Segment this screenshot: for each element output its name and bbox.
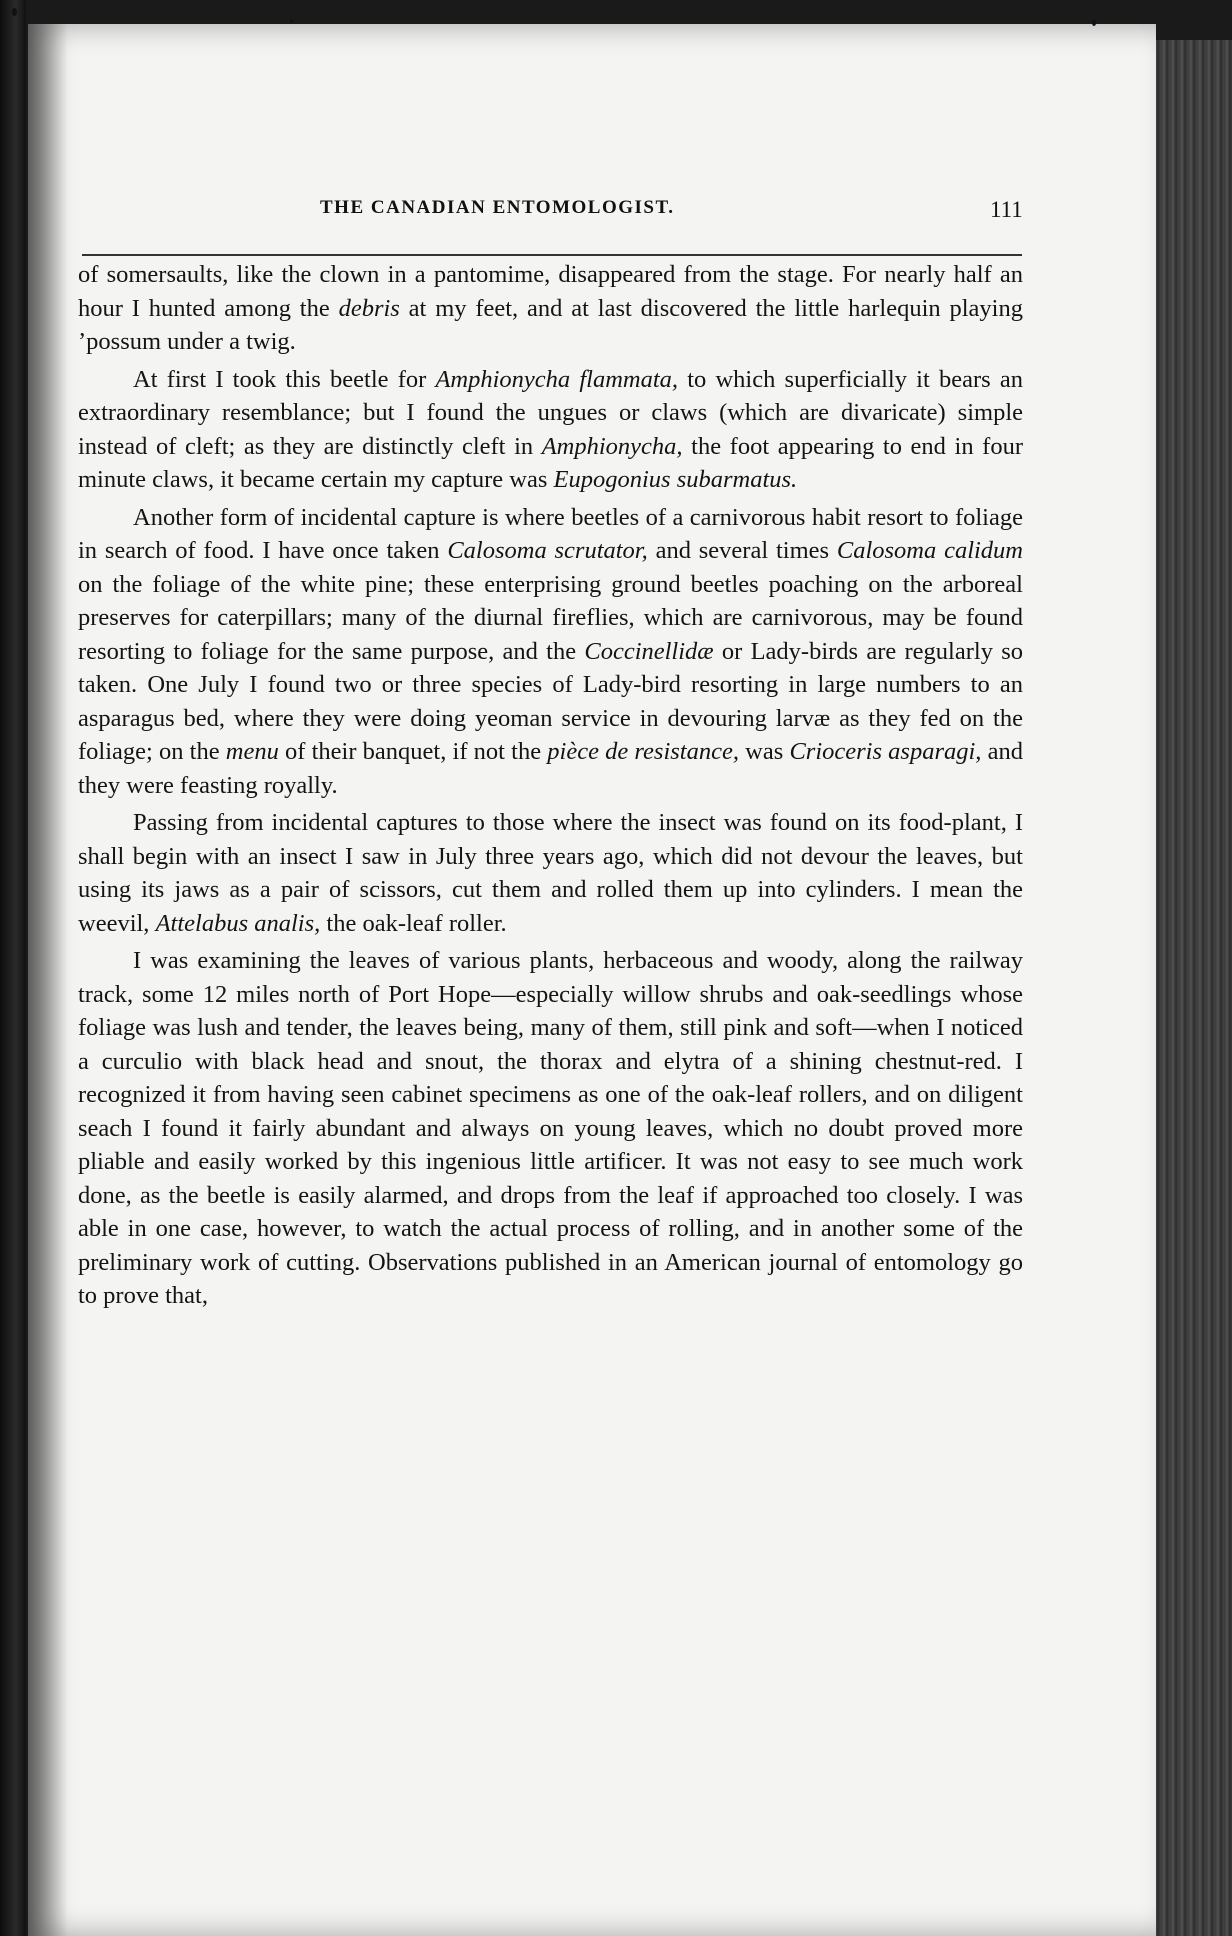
film-speck [12,8,17,16]
running-head: THE CANADIAN ENTOMOLOGIST. [320,197,675,218]
text-run: was [738,738,790,765]
text-run: and they were feasting royally. [78,738,1023,799]
italic-run: Calosoma calidum [836,537,1023,564]
italic-run: Amphionycha, [541,432,683,460]
text-run: I was examining the leaves of various plants, herbaceous and woody, along the railway track, some 12 miles north of Port Hope—especially willow shrubs and oak-seedlings whose foliage was lush and tender, the leaves being, many of them, still pink and soft—when I noticed a curculio with black head and snout, the thorax and elytra of a shining chestnut-red. I recognized it from having seen cabinet specimens as one of the oak-leaf rollers, and on diligent seach I found it fairly abundant and always on young leaves, which no doubt proved more pliable and easily worked by this ingenious little artificer. It was not easy to see much work done, as the beetle is easily alarmed, and drops from the leaf if approached too closely. I was able in one case, however, to watch the actual process of rolling, and in another some of the preliminary work of cutting. Observations published in an American journal of entomology go to prove that, [78,947,1023,1309]
text-run: or Lady-birds are regularly so taken. One July I found two or three species of Lady-bird resorting in large numbers to an asparagus bed, where they were doing yeoman service in devouring larvæ as they fed on the foliage; on the [78,637,1023,765]
paragraph-1 [78,258,1023,359]
italic-run: Attelabus analis, [155,909,321,937]
text-run: on the foliage of the white pine; these enterprising ground beetles poaching on the arboreal preserves for caterpillars; many of the diurnal fireflies, which are carnivorous, may be found resorting to foliage for the same purpose, and the [78,570,1023,665]
page-number: 111 [990,197,1023,222]
text-run: Passing from incidental captures to those where the insect was found on its food-plant, I shall begin with an insect I saw in July three years ago, which did not devour the leaves, but using its jaws as a pair of scissors, cut them and rolled them up into cylinders. I mean the weevil, [78,809,1023,937]
italic-run: menu [225,738,279,765]
italic-run: debris [338,294,400,322]
text-run: of their banquet, if not the [278,738,548,765]
text-run: Another form of incidental capture is where beetles of a carnivorous habit resort to foliage in search of food. I have once taken [78,503,1023,564]
italic-run: Eupogonius subarmatus. [553,466,798,493]
text-run: at my feet, and at last discovered the little harlequin playing ’possum under a twig. [78,294,1023,355]
text-run: to which superficially it bears an extraordinary resemblance; but I found the ungues or claws (which are divaricate) simple instead of cleft; as they are distinctly cleft in [78,365,1023,460]
paragraph-2 [78,363,1023,497]
film-edge-right [1152,40,1232,1936]
text-run: At first I took this beetle for [133,365,436,393]
italic-run: Calosoma scrutator, [447,537,648,564]
paragraph-5 [78,944,1023,1313]
italic-run: Amphionycha flammata, [435,365,679,393]
film-speck [1092,20,1096,26]
italic-run: pièce de resistance, [547,738,739,765]
italic-run: Crioceris asparagi, [789,738,982,765]
text-run: and several times [647,537,837,564]
page-header [80,175,1030,235]
header-rule [82,254,1022,256]
film-speck [290,20,293,23]
paragraph-4 [78,806,1023,940]
text-run: of somersaults, like the clown in a pantomime, disappeared from the stage. For nearly half an hour I hunted among the [78,261,1023,322]
paragraph-3 [78,501,1023,803]
text-run: the oak-leaf roller. [320,909,507,937]
italic-run: Coccinellidæ [584,637,714,665]
body-text [78,258,1023,1313]
text-run: the foot appearing to end in four minute claws, it became certain my capture was [78,432,1023,493]
gutter-shadow [28,24,68,1936]
film-edge-left [0,0,26,1936]
